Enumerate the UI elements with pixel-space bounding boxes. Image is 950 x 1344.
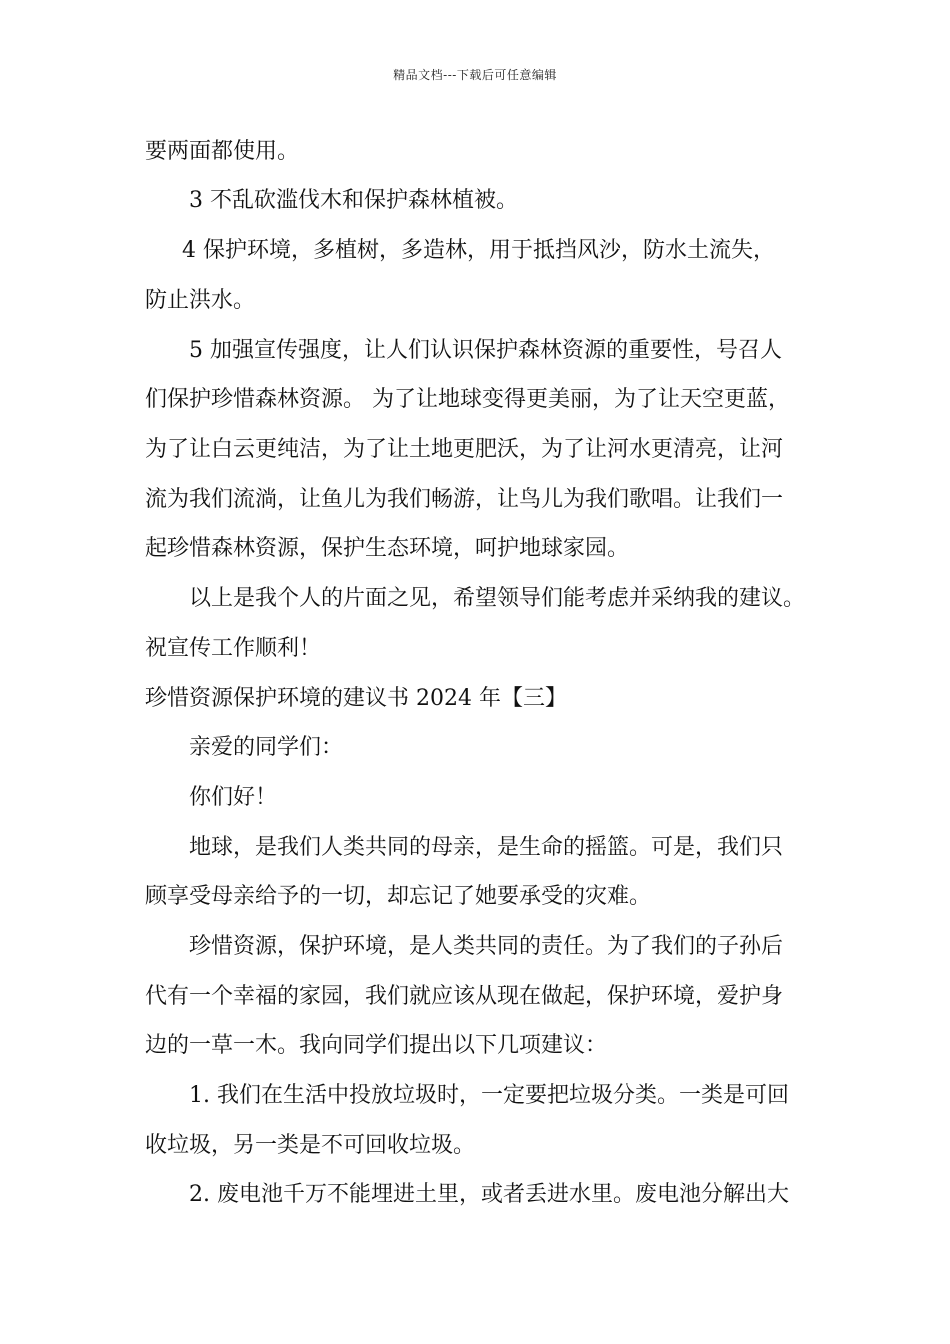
text-line: 3 不乱砍滥伐木和保护森林植被。: [189, 188, 518, 213]
text-line: 收垃圾，另一类是不可回收垃圾。: [145, 1133, 476, 1158]
text-line: 以上是我个人的片面之见，希望领导们能考虑并采纳我的建议。: [189, 586, 806, 611]
text-line: 地球，是我们人类共同的母亲，是生命的摇篮。可是，我们只: [189, 835, 784, 860]
text-line: 们保护珍惜森林资源。 为了让地球变得更美丽，为了让天空更蓝，: [145, 387, 790, 412]
text-line: 2. 废电池千万不能埋进土里，或者丢进水里。废电池分解出大: [189, 1182, 789, 1207]
text-line: 珍惜资源，保护环境，是人类共同的责任。为了我们的子孙后: [189, 934, 784, 959]
text-line: 5 加强宣传强度，让人们认识保护森林资源的重要性，号召人: [189, 338, 782, 363]
text-line: 祝宣传工作顺利！: [145, 636, 322, 661]
text-line: 边的一草一木。我向同学们提出以下几项建议：: [145, 1033, 608, 1058]
page-header: 精品文档---下载后可任意编辑: [393, 68, 557, 82]
text-line: 要两面都使用。: [145, 139, 300, 164]
text-line: 1. 我们在生活中投放垃圾时，一定要把垃圾分类。一类是可回: [189, 1083, 789, 1108]
text-line: 顾享受母亲给予的一切，却忘记了她要承受的灾难。: [145, 884, 652, 909]
section-title: 珍惜资源保护环境的建议书 2024 年【三】: [145, 686, 567, 711]
text-line: 代有一个幸福的家园，我们就应该从现在做起，保护环境，爱护身: [145, 984, 784, 1009]
text-line: 4 保护环境，多植树，多造林，用于抵挡风沙，防水土流失，: [182, 238, 775, 263]
text-line: 流为我们流淌，让鱼儿为我们畅游，让鸟儿为我们歌唱。让我们一: [145, 487, 784, 512]
text-line: 起珍惜森林资源，保护生态环境，呵护地球家园。: [145, 536, 630, 561]
text-line: 你们好！: [189, 785, 278, 810]
text-line: 为了让白云更纯洁，为了让土地更肥沃，为了让河水更清亮，让河: [145, 437, 784, 462]
text-line: 亲爱的同学们：: [189, 735, 344, 760]
text-line: 防止洪水。: [145, 288, 256, 313]
